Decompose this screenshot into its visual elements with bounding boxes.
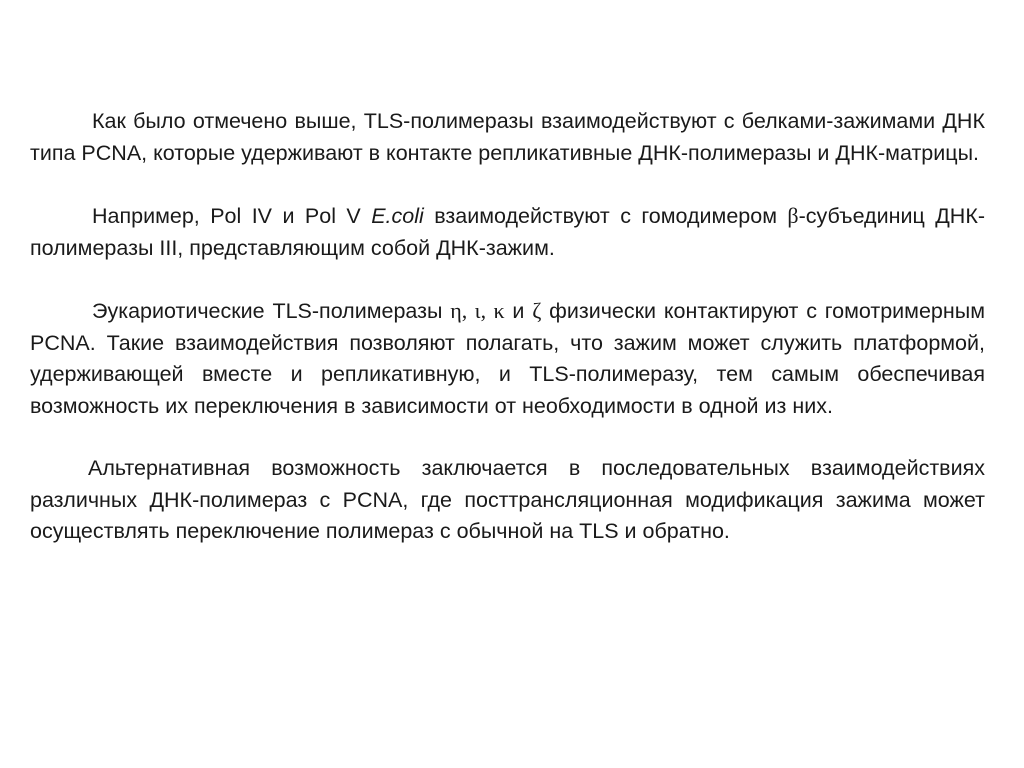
paragraph-eukaryotic-polymerases: [30, 295, 985, 422]
paragraph-tls-clamp-interaction: [30, 106, 985, 169]
paragraph-1-text: Как было отмечено выше, TLS-полимеразы взаимодействуют с белками-зажимами ДНК типа PCNA, которые удерживают в контакте репликативные ДНК-полимеразы и ДНК-матрицы.: [30, 109, 985, 165]
paragraph-alternative-mechanism: [30, 453, 985, 548]
paragraph-3-intro: Эукариотические TLS-полимеразы: [92, 299, 451, 323]
species-name-ecoli: E.coli: [371, 204, 424, 228]
paragraph-2-text-end: -субъединиц ДНК-полимеразы III, представляющим собой ДНК-зажим.: [30, 204, 986, 260]
paragraph-spacer: [30, 169, 985, 200]
greek-separator-1: ,: [461, 298, 475, 323]
greek-eta: η: [450, 298, 462, 323]
slide-text-block: [30, 106, 985, 548]
greek-iota: ι: [474, 298, 481, 323]
conjunction-and: и: [504, 299, 533, 323]
greek-kappa: κ: [493, 298, 505, 323]
paragraph-2-text-start: Например, Pol IV и Pol V: [92, 204, 372, 228]
greek-separator-2: ,: [480, 298, 494, 323]
paragraph-2-text-middle: взаимодействуют с гомодимером: [423, 204, 788, 228]
greek-beta: β: [787, 203, 799, 228]
greek-zeta: ζ: [532, 298, 542, 323]
paragraph-spacer: [30, 422, 985, 453]
paragraph-4-text: Альтернативная возможность заключается в последовательных взаимодействиях различных ДНК-полимераз с PCNA, где посттрансляционная модификация зажима может осуществлять переключение полимераз с обычной на TLS и обратно.: [30, 456, 985, 543]
paragraph-spacer: [30, 264, 985, 295]
paragraph-ecoli-example: [30, 200, 985, 264]
paragraph-3-rest: физически контактируют с гомотримерным PCNA. Такие взаимодействия позволяют полагать, что зажим может служить платформой, удерживающей вместе и репликативную, и TLS-полимеразу, тем самым обеспечивая возможность их переключения в зависимости от необходимости в одной из них.: [30, 299, 985, 418]
